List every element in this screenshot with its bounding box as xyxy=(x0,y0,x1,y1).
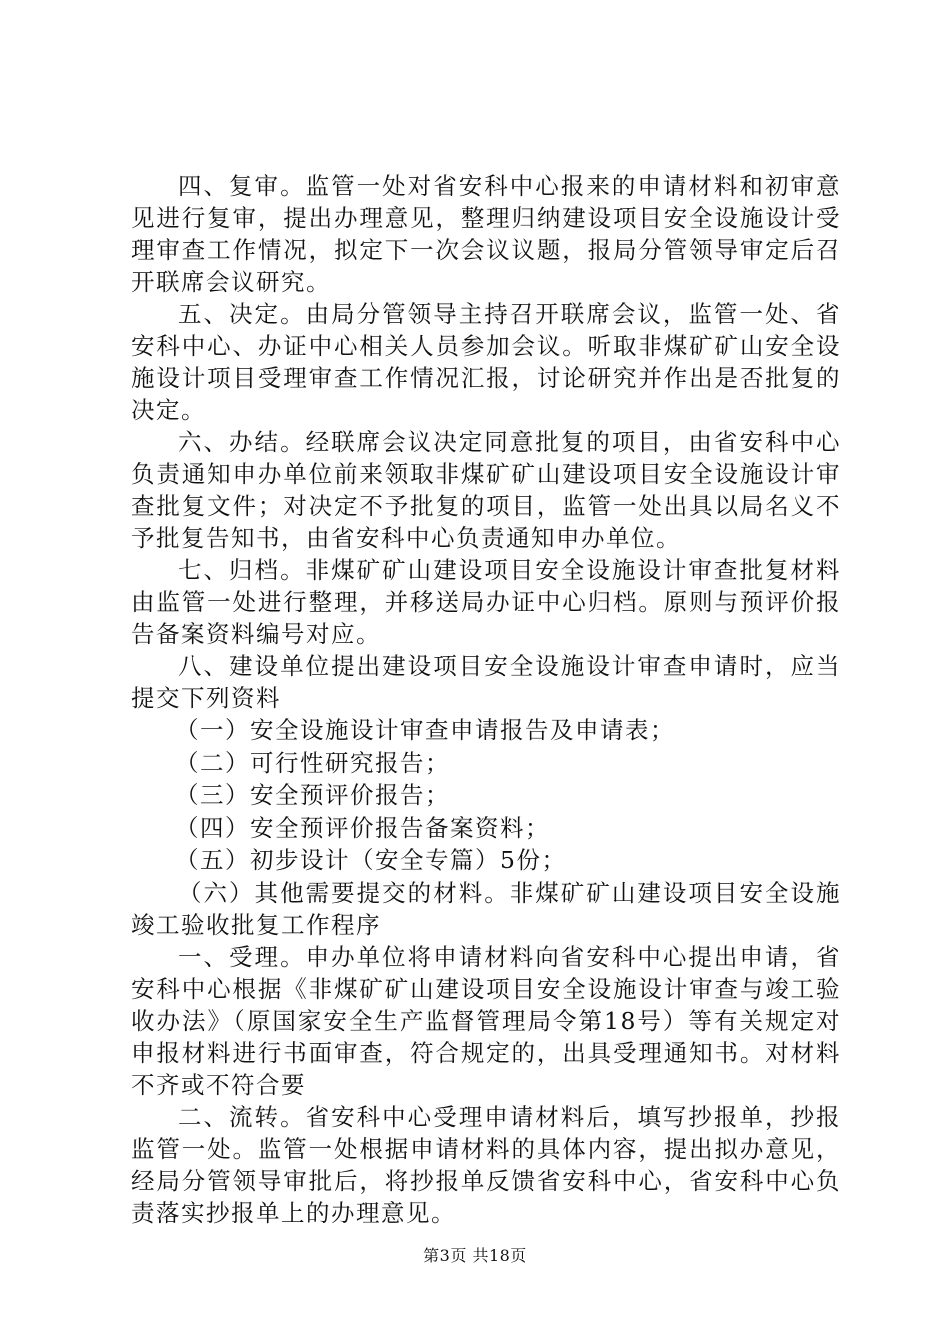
page-number-footer: 第3页 共18页 xyxy=(423,1246,527,1265)
paragraph-completion: 六、办结。经联席会议决定同意批复的项目，由省安科中心负责通知申办单位前来领取非煤矿矿山建设项目安全设施设计审查批复文件；对决定不予批复的项目，监管一处出具以局名义不予批复告知书，由省安科中心负责通知申办单位。 xyxy=(131,428,841,552)
list-item-pre-evaluation-report: （三）安全预评价报告； xyxy=(175,781,450,809)
paragraph-submission: 八、建设单位提出建设项目安全设施设计审查申请时，应当提交下列资料 xyxy=(131,652,841,712)
list-item-feasibility-report: （二）可行性研究报告； xyxy=(175,748,450,777)
list-item-preliminary-design: （五）初步设计（安全专篇）5份； xyxy=(175,846,567,874)
paragraph-archive: 七、归档。非煤矿矿山建设项目安全设施设计审查批复材料由监管一处进行整理，并移送局办证中心归档。原则与预评价报告备案资料编号对应。 xyxy=(131,556,841,648)
paragraph-acceptance: 一、受理。申办单位将申请材料向省安科中心提出申请，省安科中心根据《非煤矿矿山建设项目安全设施设计审查与竣工验收办法》（原国家安全生产监督管理局令第18号）等有关规定对申报材料进行书面审查，符合规定的，出具受理通知书。对材料不齐或不符合要 xyxy=(131,942,841,1099)
paragraph-decision: 五、决定。由局分管领导主持召开联席会议，监管一处、省安科中心、办证中心相关人员参加会议。听取非煤矿矿山安全设施设计项目受理审查工作情况汇报，讨论研究并作出是否批复的决定。 xyxy=(131,300,841,424)
list-item-pre-evaluation-filing: （四）安全预评价报告备案资料； xyxy=(175,813,550,842)
document-body xyxy=(131,170,841,1229)
list-item-application-report: （一）安全设施设计审查申请报告及申请表； xyxy=(175,716,675,744)
paragraph-other-materials: （六）其他需要提交的材料。非煤矿矿山建设项目安全设施竣工验收批复工作程序 xyxy=(131,878,841,939)
paragraph-review: 四、复审。监管一处对省安科中心报来的申请材料和初审意见进行复审，提出办理意见，整理归纳建设项目安全设施设计受理审查工作情况，拟定下一次会议议题，报局分管领导审定后召开联席会议研究。 xyxy=(131,172,841,296)
paragraph-circulation: 二、流转。省安科中心受理申请材料后，填写抄报单，抄报监管一处。监管一处根据申请材料的具体内容，提出拟办意见，经局分管领导审批后，将抄报单反馈省安科中心，省安科中心负责落实抄报单上的办理意见。 xyxy=(131,1102,841,1227)
